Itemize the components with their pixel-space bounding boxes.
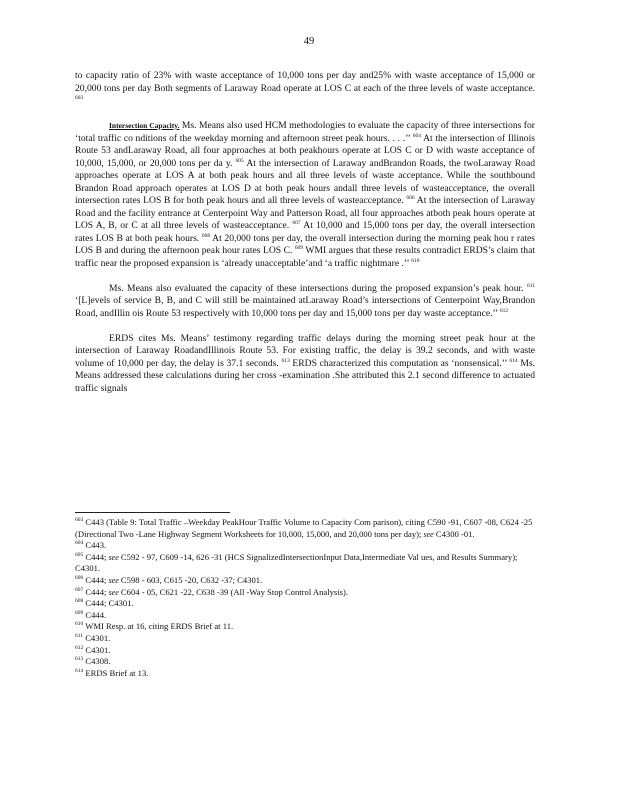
text-run: C598 - 603, C615 -20, C632 -37; C4301. (118, 574, 263, 585)
text-run: At the intersection of Laraway andBrandon Roads, the twoLaraway Road approaches operate at LOS A at both peak hours and all three levels of waste acceptance. While the southbound Brandon Road approach operates at LOS D at both peak hours andall three levels of wasteacceptance, the overall intersection rates LOS B for both peak hours and all three levels of wasteacceptance. (75, 157, 535, 206)
text-run: At 10,000 and 15,000 tons per day, the overall intersection rates LOS B at both peak hours. (75, 220, 536, 244)
footnote-divider (75, 512, 230, 513)
footnote (75, 621, 535, 633)
text-run: Ms. Means addressed these calculations during her cross -examination .She attributed this 2.1 second difference to actuated traffic signals (75, 357, 536, 394)
text-run: to capacity ratio of 23% with waste acceptance of 10,000 tons per day and25% with waste acceptance of 15,000 or 20,000 tons per day Both segments of Laraway Road operate at LOS C at each of the three levels of waste acceptance. (75, 70, 535, 94)
footnote-reference: 614 (509, 357, 518, 364)
text-run: WMI Resp. at 16, citing ERDS Brief at 11. (83, 621, 234, 632)
signal-see: see (423, 529, 434, 539)
footnote-reference: 612 (499, 307, 509, 314)
footnote-reference: 610 (411, 257, 420, 264)
footnote (75, 668, 535, 680)
text-run: C4300 -01. (433, 528, 475, 539)
text-run: WMI argues that these results contradict ERDS’s claim that traffic near the proposed expansion is ‘already unacceptable’and ‘a traffic nightmare .’’ (75, 245, 535, 269)
footnote (75, 575, 535, 587)
footnote-reference: 607 (292, 220, 301, 226)
footnote-number: 607 (75, 586, 84, 593)
footnote (75, 645, 535, 657)
text-run: At 20,000 tons per day, the overall intersection during the morning peak hou r rates LOS B and during the afternoon peak hour rates LOS C. (75, 232, 535, 256)
footnote-reference: 613 (281, 357, 290, 364)
footnote (75, 587, 535, 599)
body-paragraph (75, 120, 535, 270)
text-run: At the intersection of Illinois Route 53 andLaraway Road, all four approaches at both peakhours operate at LOS C or D with waste acceptance of 10,000, 15,000, or 20,000 tons per da y. (75, 132, 535, 169)
footnote (75, 540, 535, 552)
text-run: C443 (Table 9: Total Traffic –Weekday PeakHour Traffic Volume to Capacity Com parison), citing C590 -91, C607 -08, C624 -25 (Directional Two -Lane Highway Segment Worksheets for 10,000, 15,000, and 20,000 tons per day); (75, 517, 533, 539)
text-run: ERDS Brief at 13. (83, 667, 149, 678)
text-run: C4308. (83, 656, 111, 667)
footnote-number: 609 (75, 609, 84, 616)
text-run: C444. (83, 609, 107, 620)
footnote-number: 614 (75, 667, 84, 674)
text-run: At the intersection of Laraway Road and the facility entrance at Centerpoint Way and Patterson Road, all four approaches atboth peak hours operate at LOS A, B, or C at all three levels of wasteacceptance. (75, 195, 535, 231)
footnote (75, 598, 535, 610)
text-run: C592 - 97, C609 -14, 626 -31 (HCS SignalizedIntersectionInput Data,Intermediate Val ues, and Results Summary); C4301. (75, 551, 518, 574)
footnote (75, 552, 535, 575)
text-run: C444; C4301. (83, 598, 134, 609)
footnote-number: 610 (75, 621, 84, 628)
footnote-number: 605 (75, 551, 84, 558)
footnote-number: 606 (75, 574, 84, 581)
footnote-reference: 606 (406, 195, 415, 201)
body-paragraph (75, 70, 535, 108)
footnote-reference: 603 (75, 95, 84, 101)
body-paragraph (75, 283, 535, 321)
body-paragraph (75, 333, 535, 396)
footnote-reference: 608 (201, 232, 211, 239)
signal-see: see (108, 552, 119, 562)
footnote-reference: 609 (294, 245, 304, 251)
footnote-reference: 604 (412, 132, 421, 139)
footnotes (75, 517, 535, 679)
text-run: C4301. (83, 644, 111, 655)
footnote (75, 633, 535, 645)
footnote (75, 656, 535, 668)
footnote-number: 604 (75, 540, 84, 547)
text-run: Ms. Means also evaluated the capacity of these intersections during the proposed expansion’s peak hour. (109, 282, 527, 294)
page-number: 49 (303, 36, 315, 47)
text-run: Ms. Means also used HCM methodologies to evaluate the capacity of three intersections for ‘total traffic co nditions of the weekday morning and afternoon street peak hours. . . .’’ (75, 120, 535, 144)
footnote-number: 612 (75, 644, 84, 651)
footnote-number: 613 (75, 656, 84, 663)
text-run: ‘[L]evels of service B, B, and C will still be maintained atLaraway Road’s intersections of Centerpoint Way,Brandon Road, andIllin ois Route 53 respectively with 10,000 tons per day and 15,000 tons per day waste acceptance.’’ (75, 295, 535, 319)
text-run: C443. (83, 540, 107, 551)
footnote-reference: 611 (526, 282, 535, 289)
text-run: C444; (83, 586, 109, 597)
footnote-reference: 605 (235, 157, 244, 164)
section-heading: Intersection Capacity. (109, 121, 180, 130)
text-run: ERDS cites Ms. Means’ testimony regarding traffic delays during the morning street peak hour at the intersection of Laraway RoadandIllinois Route 53. For existing traffic, the delay is 39.2 seconds, and with waste volume of 10,000 per day, the delay is 37.1 seconds. (75, 332, 535, 369)
signal-see: see (108, 587, 119, 597)
footnote-number: 603 (75, 517, 84, 523)
footnote-number: 611 (75, 632, 84, 639)
text-run: C604 - 05, C621 -22, C638 -39 (All -Way Stop Control Analysis). (118, 586, 348, 597)
footnote (75, 610, 535, 622)
body-text (75, 70, 535, 395)
footnote (75, 517, 535, 540)
text-run: C444; (83, 574, 109, 585)
text-run: C444; (83, 551, 109, 562)
signal-see: see (108, 575, 119, 585)
text-run: ERDS characterized this computation as ‘nonsensical.’’ (289, 357, 510, 369)
text-run: C4301. (83, 632, 111, 643)
footnote-number: 608 (75, 598, 84, 605)
